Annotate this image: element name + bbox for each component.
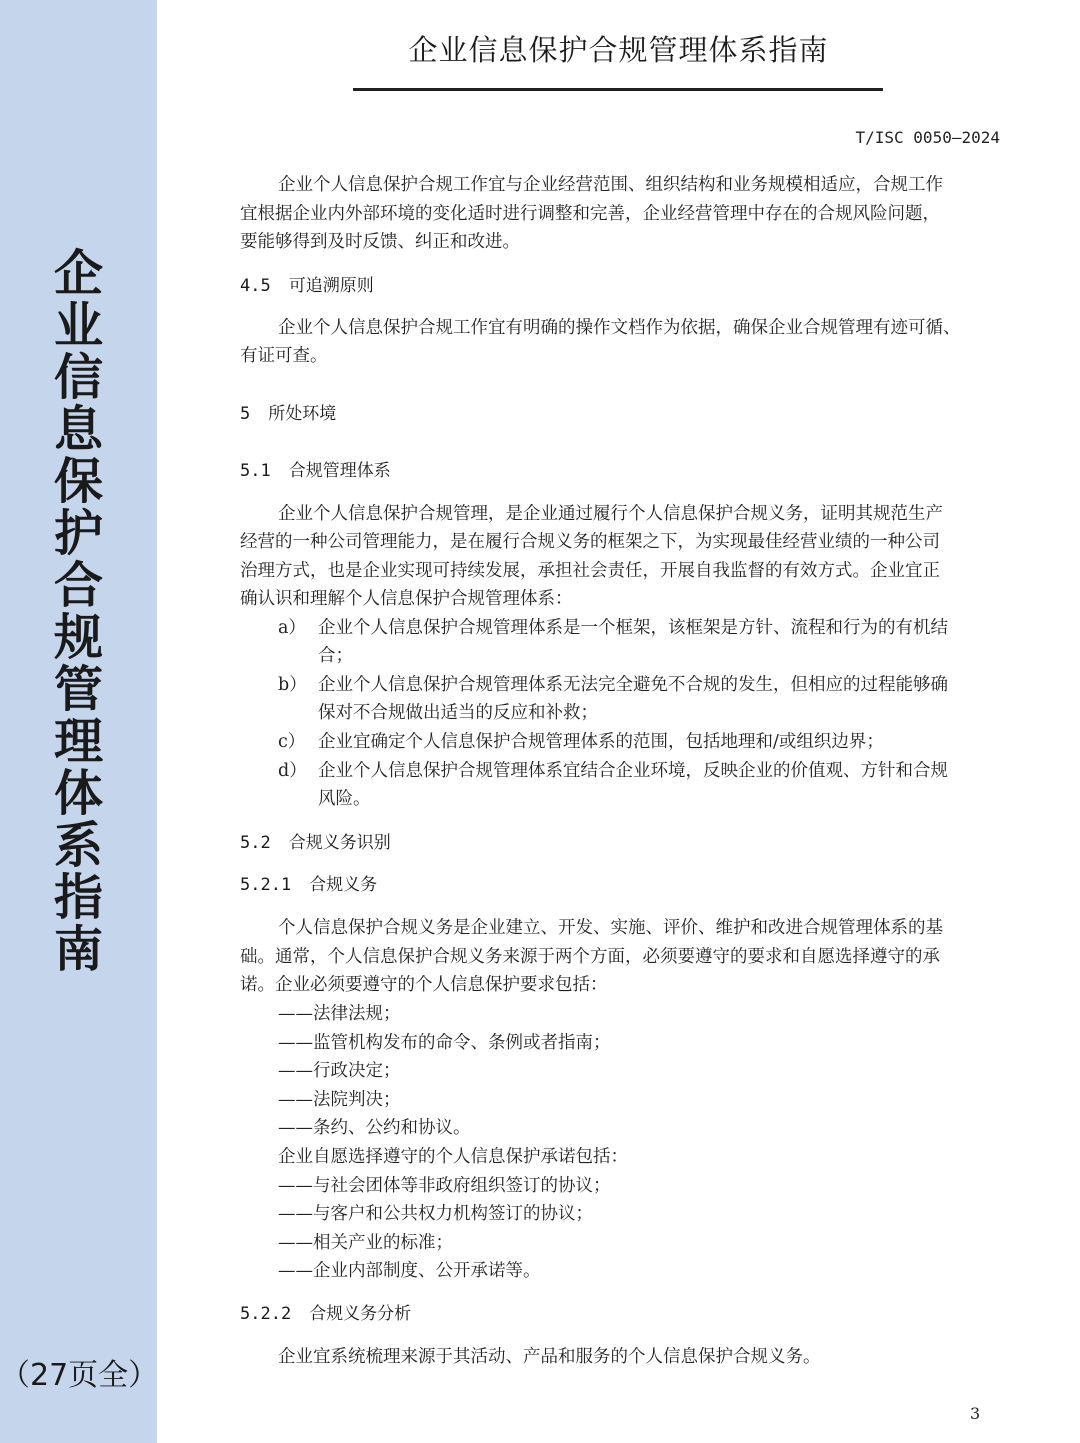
list-marker: d） <box>278 761 307 781</box>
paragraph-line: 诺。企业必须要遵守的个人信息保护要求包括： <box>240 975 608 995</box>
dash-item: ——监管机构发布的命令、条例或者指南； <box>278 1033 611 1053</box>
header-divider <box>353 88 883 91</box>
section-number: 5.2 <box>240 833 271 853</box>
section-heading-4-5 <box>240 272 374 300</box>
paragraph-line: 企业个人信息保护合规工作宜有明确的操作文档作为依据，确保企业合规管理有迹可循、 <box>278 318 961 338</box>
paragraph-line: 确认识和理解个人信息保护合规管理体系： <box>240 589 573 609</box>
list-item-line: 风险。 <box>318 789 371 809</box>
section-heading-5-2-2 <box>240 1300 411 1328</box>
sidebar-title-char: 管 <box>53 661 103 718</box>
paragraph-line: 企业宜系统梳理来源于其活动、产品和服务的个人信息保护合规义务。 <box>278 1347 821 1367</box>
sidebar-title-char: 息 <box>53 401 103 458</box>
sidebar-title-char: 规 <box>53 609 103 666</box>
list-item-line: 企业个人信息保护合规管理体系宜结合企业环境，反映企业的价值观、方针和合规 <box>318 761 948 781</box>
section-title: 合规管理体系 <box>288 461 391 481</box>
sidebar-title-char: 信 <box>53 349 103 406</box>
paragraph-line: 企业自愿选择遵守的个人信息保护承诺包括： <box>278 1147 628 1167</box>
dash-item: ——相关产业的标准； <box>278 1233 453 1253</box>
list-marker: b） <box>278 675 307 695</box>
document-title: 企业信息保护合规管理体系指南 <box>408 33 829 67</box>
list-marker: c） <box>278 732 306 752</box>
section-number: 5.1 <box>240 461 271 481</box>
sidebar-vertical-title <box>0 245 157 978</box>
section-number: 5 <box>240 404 251 424</box>
sidebar-title-char: 企 <box>53 245 103 302</box>
paragraph-line: 宜根据企业内外部环境的变化适时进行调整和完善，企业经营管理中存在的合规风险问题， <box>240 204 940 224</box>
section-title: 可追溯原则 <box>288 276 374 296</box>
standard-code: T/ISC 0050—2024 <box>855 128 1000 147</box>
list-item-line: 企业宜确定个人信息保护合规管理体系的范围，包括地理和/或组织边界； <box>318 732 884 752</box>
page-count-label: （27页全） <box>0 1358 159 1393</box>
sidebar-title-char: 指 <box>53 869 103 926</box>
section-heading-5 <box>240 400 336 428</box>
list-marker: a） <box>278 618 306 638</box>
dash-item: ——法律法规； <box>278 1004 401 1024</box>
dash-item: ——条约、公约和协议。 <box>278 1118 471 1138</box>
sidebar-title-char: 合 <box>53 557 103 614</box>
dash-item: ——法院判决； <box>278 1090 401 1110</box>
section-number: 5.2.2 <box>240 1304 292 1324</box>
dash-item: ——企业内部制度、公开承诺等。 <box>278 1261 541 1281</box>
paragraph-line: 个人信息保护合规义务是企业建立、开发、实施、评价、维护和改进合规管理体系的基 <box>278 918 943 938</box>
paragraph-line: 企业个人信息保护合规管理，是企业通过履行个人信息保护合规义务，证明其规范生产 <box>278 504 943 524</box>
section-title: 合规义务 <box>309 875 378 895</box>
section-heading-5-2 <box>240 829 391 857</box>
sidebar-title-char: 保 <box>53 453 103 510</box>
section-title: 合规义务分析 <box>309 1304 412 1324</box>
dash-item: ——行政决定； <box>278 1061 401 1081</box>
paragraph-line: 治理方式，也是企业实现可持续发展，承担社会责任，开展自我监督的有效方式。企业宜正 <box>240 561 940 581</box>
list-item-line: 合； <box>318 646 353 666</box>
sidebar-title-char: 体 <box>53 765 103 822</box>
section-heading-5-2-1 <box>240 871 377 899</box>
list-item-line: 企业个人信息保护合规管理体系是一个框架，该框架是方针、流程和行为的有机结 <box>318 618 948 638</box>
list-item-line: 企业个人信息保护合规管理体系无法完全避免不合规的发生，但相应的过程能够确 <box>318 675 948 695</box>
paragraph-line: 础。通常，个人信息保护合规义务来源于两个方面，必须要遵守的要求和自愿选择遵守的承 <box>240 947 940 967</box>
section-number: 4.5 <box>240 276 271 296</box>
section-title: 所处环境 <box>268 404 337 424</box>
sidebar-title-char: 业 <box>53 297 103 354</box>
sidebar-title-char: 南 <box>53 921 103 978</box>
list-item-line: 保对不合规做出适当的反应和补救； <box>318 703 598 723</box>
page-number: 3 <box>970 1404 981 1423</box>
dash-item: ——与社会团体等非政府组织签订的协议； <box>278 1176 611 1196</box>
sidebar-title-char: 系 <box>53 817 103 874</box>
paragraph-line: 要能够得到及时反馈、纠正和改进。 <box>240 232 520 252</box>
sidebar-title-char: 护 <box>53 505 103 562</box>
sidebar-title-char: 理 <box>53 713 103 770</box>
section-title: 合规义务识别 <box>288 833 391 853</box>
section-heading-5-1 <box>240 457 391 485</box>
section-number: 5.2.1 <box>240 875 292 895</box>
paragraph-line: 企业个人信息保护合规工作宜与企业经营范围、组织结构和业务规模相适应，合规工作 <box>278 175 943 195</box>
paragraph-line: 有证可查。 <box>240 346 328 366</box>
paragraph-line: 经营的一种公司管理能力，是在履行合规义务的框架之下，为实现最佳经营业绩的一种公司 <box>240 532 940 552</box>
dash-item: ——与客户和公共权力机构签订的协议； <box>278 1204 593 1224</box>
sidebar-band <box>0 0 157 1443</box>
